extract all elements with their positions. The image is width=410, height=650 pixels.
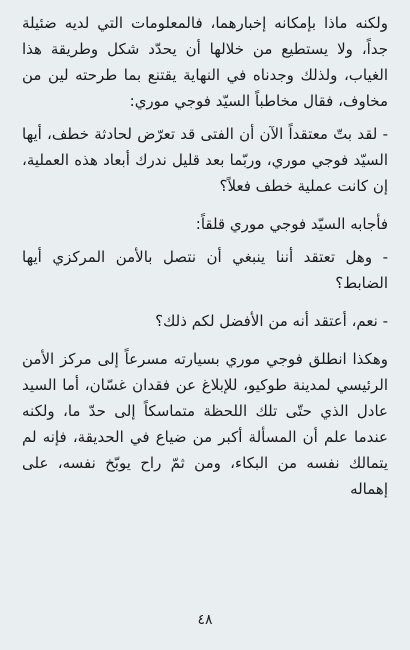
paragraph-narration-2: فأجابه السيّد فوجي موري قلقاً: bbox=[195, 215, 388, 233]
paragraph-narration-3: وهكذا انطلق فوجي موري بسيارته مسرعاً إلى مركز الأمن الرئيسي لمدينة طوكيو، للإبلاغ عن فقدان غسّان، أما السيد عادل الذي حتّى تلك اللحظة متماسكاً إلى حدّ ما، ولكنه عندما علم أن المسألة أكبر من ضياع في الحديقة، فإنه لم يتمالك نفسه من البكاء، ومن ثمّ راح يوبّخ نفسه، على إهماله bbox=[22, 350, 388, 498]
paragraph-dialogue-3: - نعم، أعتقد أنه من الأفضل لكم ذلك؟ bbox=[155, 312, 388, 330]
paragraph-dialogue-2: - وهل تعتقد أننا ينبغي أن نتصل بالأمن المركزي أيها الضابط؟ bbox=[22, 248, 388, 292]
page-number: ٤٨ bbox=[197, 612, 213, 628]
page-body bbox=[22, 10, 388, 502]
paragraph-dialogue-1: - لقد بتّ معتقداً الآن أن الفتى قد تعرّض لحادثة خطف، أيها السيّد فوجي موري، وربّما بعد قليل ندرك أبعاد هذه العملية، إن كانت عملية خطف فعلاً؟ bbox=[22, 125, 388, 195]
paragraph-narration-1: ولكنه ماذا بإمكانه إخبارهما، فالمعلومات التي لديه ضئيلة جداً، ولا يستطيع من خلالها أن يحدّد شكل وطريقة هذا الغياب، ولذلك وجدناه في النهاية يقتنع بما طرحته لين من مخاوف، فقال مخاطباً السيّد فوجي موري: bbox=[22, 14, 388, 110]
